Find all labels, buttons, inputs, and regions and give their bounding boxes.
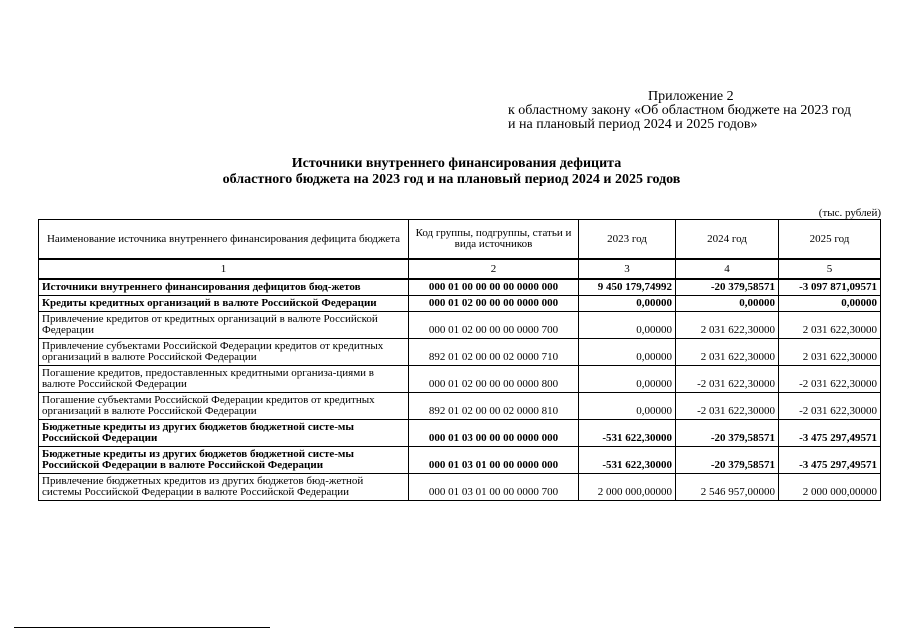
cell-2023: -531 622,30000 [579,447,676,474]
table-row [39,474,881,501]
cell-2024: -2 031 622,30000 [676,366,779,393]
cell-code: 000 01 03 00 00 00 0000 000 [409,420,579,447]
cell-2024: -20 379,58571 [676,279,779,296]
cell-2024: -2 031 622,30000 [676,393,779,420]
financing-sources-table [38,219,881,501]
header-2024: 2024 год [676,220,779,260]
cell-2023: 0,00000 [579,296,676,312]
appendix-period-line: и на плановый период 2024 и 2025 годов» [508,117,758,132]
cell-name: Погашение субъектами Российской Федерации кредитов от кредитных организаций в валюте Российской Федерации [39,393,409,420]
cell-2024: 2 546 957,00000 [676,474,779,501]
header-code: Код группы, подгруппы, статьи и вида источников [409,220,579,260]
table-row [39,296,881,312]
column-number: 2 [409,259,579,279]
cell-2025: 2 000 000,00000 [779,474,881,501]
column-number: 1 [39,259,409,279]
table-row [39,339,881,366]
appendix-number: Приложение 2 [648,89,734,104]
cell-2025: 0,00000 [779,296,881,312]
header-name: Наименование источника внутреннего финансирования дефицита бюджета [39,220,409,260]
document-title [0,156,903,188]
table-header-row [39,220,881,260]
cell-2023: 0,00000 [579,393,676,420]
cell-2023: 0,00000 [579,339,676,366]
title-line-1: Источники внутреннего финансирования дефицита [291,156,622,171]
table-row [39,447,881,474]
cell-name: Источники внутреннего финансирования дефицитов бюд-жетов [39,279,409,296]
cell-2024: 0,00000 [676,296,779,312]
title-line-2: областного бюджета на 2023 год и на плановый период 2024 и 2025 годов [222,172,681,187]
cell-2023: 0,00000 [579,366,676,393]
cell-code: 000 01 02 00 00 00 0000 700 [409,312,579,339]
footer-rule [14,627,270,628]
cell-2025: -3 475 297,49571 [779,420,881,447]
cell-code: 000 01 02 00 00 00 0000 000 [409,296,579,312]
cell-name: Кредиты кредитных организаций в валюте Российской Федерации [39,296,409,312]
cell-2024: 2 031 622,30000 [676,312,779,339]
cell-code: 000 01 02 00 00 00 0000 800 [409,366,579,393]
column-number: 3 [579,259,676,279]
appendix-caption [508,90,888,132]
table-row [39,420,881,447]
header-2025: 2025 год [779,220,881,260]
cell-name: Бюджетные кредиты из других бюджетов бюджетной систе-мы Российской Федерации в валюте Российской Федерации [39,447,409,474]
cell-code: 000 01 00 00 00 00 0000 000 [409,279,579,296]
cell-code: 000 01 03 01 00 00 0000 000 [409,447,579,474]
cell-name: Привлечение бюджетных кредитов из других бюджетов бюд-жетной системы Российской Федерации в валюте Российской Федерации [39,474,409,501]
cell-2023: 0,00000 [579,312,676,339]
cell-2023: -531 622,30000 [579,420,676,447]
cell-2025: -2 031 622,30000 [779,393,881,420]
table-row [39,312,881,339]
column-number-row [39,259,881,279]
cell-2025: 2 031 622,30000 [779,312,881,339]
cell-code: 892 01 02 00 00 02 0000 710 [409,339,579,366]
table-row [39,366,881,393]
column-number: 4 [676,259,779,279]
cell-name: Привлечение субъектами Российской Федерации кредитов от кредитных организаций в валюте Российской Федерации [39,339,409,366]
cell-name: Бюджетные кредиты из других бюджетов бюджетной систе-мы Российской Федерации [39,420,409,447]
cell-2024: -20 379,58571 [676,420,779,447]
cell-2024: -20 379,58571 [676,447,779,474]
cell-name: Погашение кредитов, предоставленных кредитными организа-циями в валюте Российской Федерации [39,366,409,393]
cell-2025: 2 031 622,30000 [779,339,881,366]
table-row [39,393,881,420]
column-number: 5 [779,259,881,279]
cell-code: 000 01 03 01 00 00 0000 700 [409,474,579,501]
cell-2023: 9 450 179,74992 [579,279,676,296]
cell-2024: 2 031 622,30000 [676,339,779,366]
cell-2023: 2 000 000,00000 [579,474,676,501]
header-2023: 2023 год [579,220,676,260]
cell-code: 892 01 02 00 00 02 0000 810 [409,393,579,420]
appendix-law-line: к областному закону «Об областном бюджете на 2023 год [508,103,851,118]
table-row [39,279,881,296]
units-label: (тыс. рублей) [818,207,881,219]
table-body [39,259,881,501]
cell-name: Привлечение кредитов от кредитных организаций в валюте Российской Федерации [39,312,409,339]
cell-2025: -2 031 622,30000 [779,366,881,393]
cell-2025: -3 475 297,49571 [779,447,881,474]
cell-2025: -3 097 871,09571 [779,279,881,296]
